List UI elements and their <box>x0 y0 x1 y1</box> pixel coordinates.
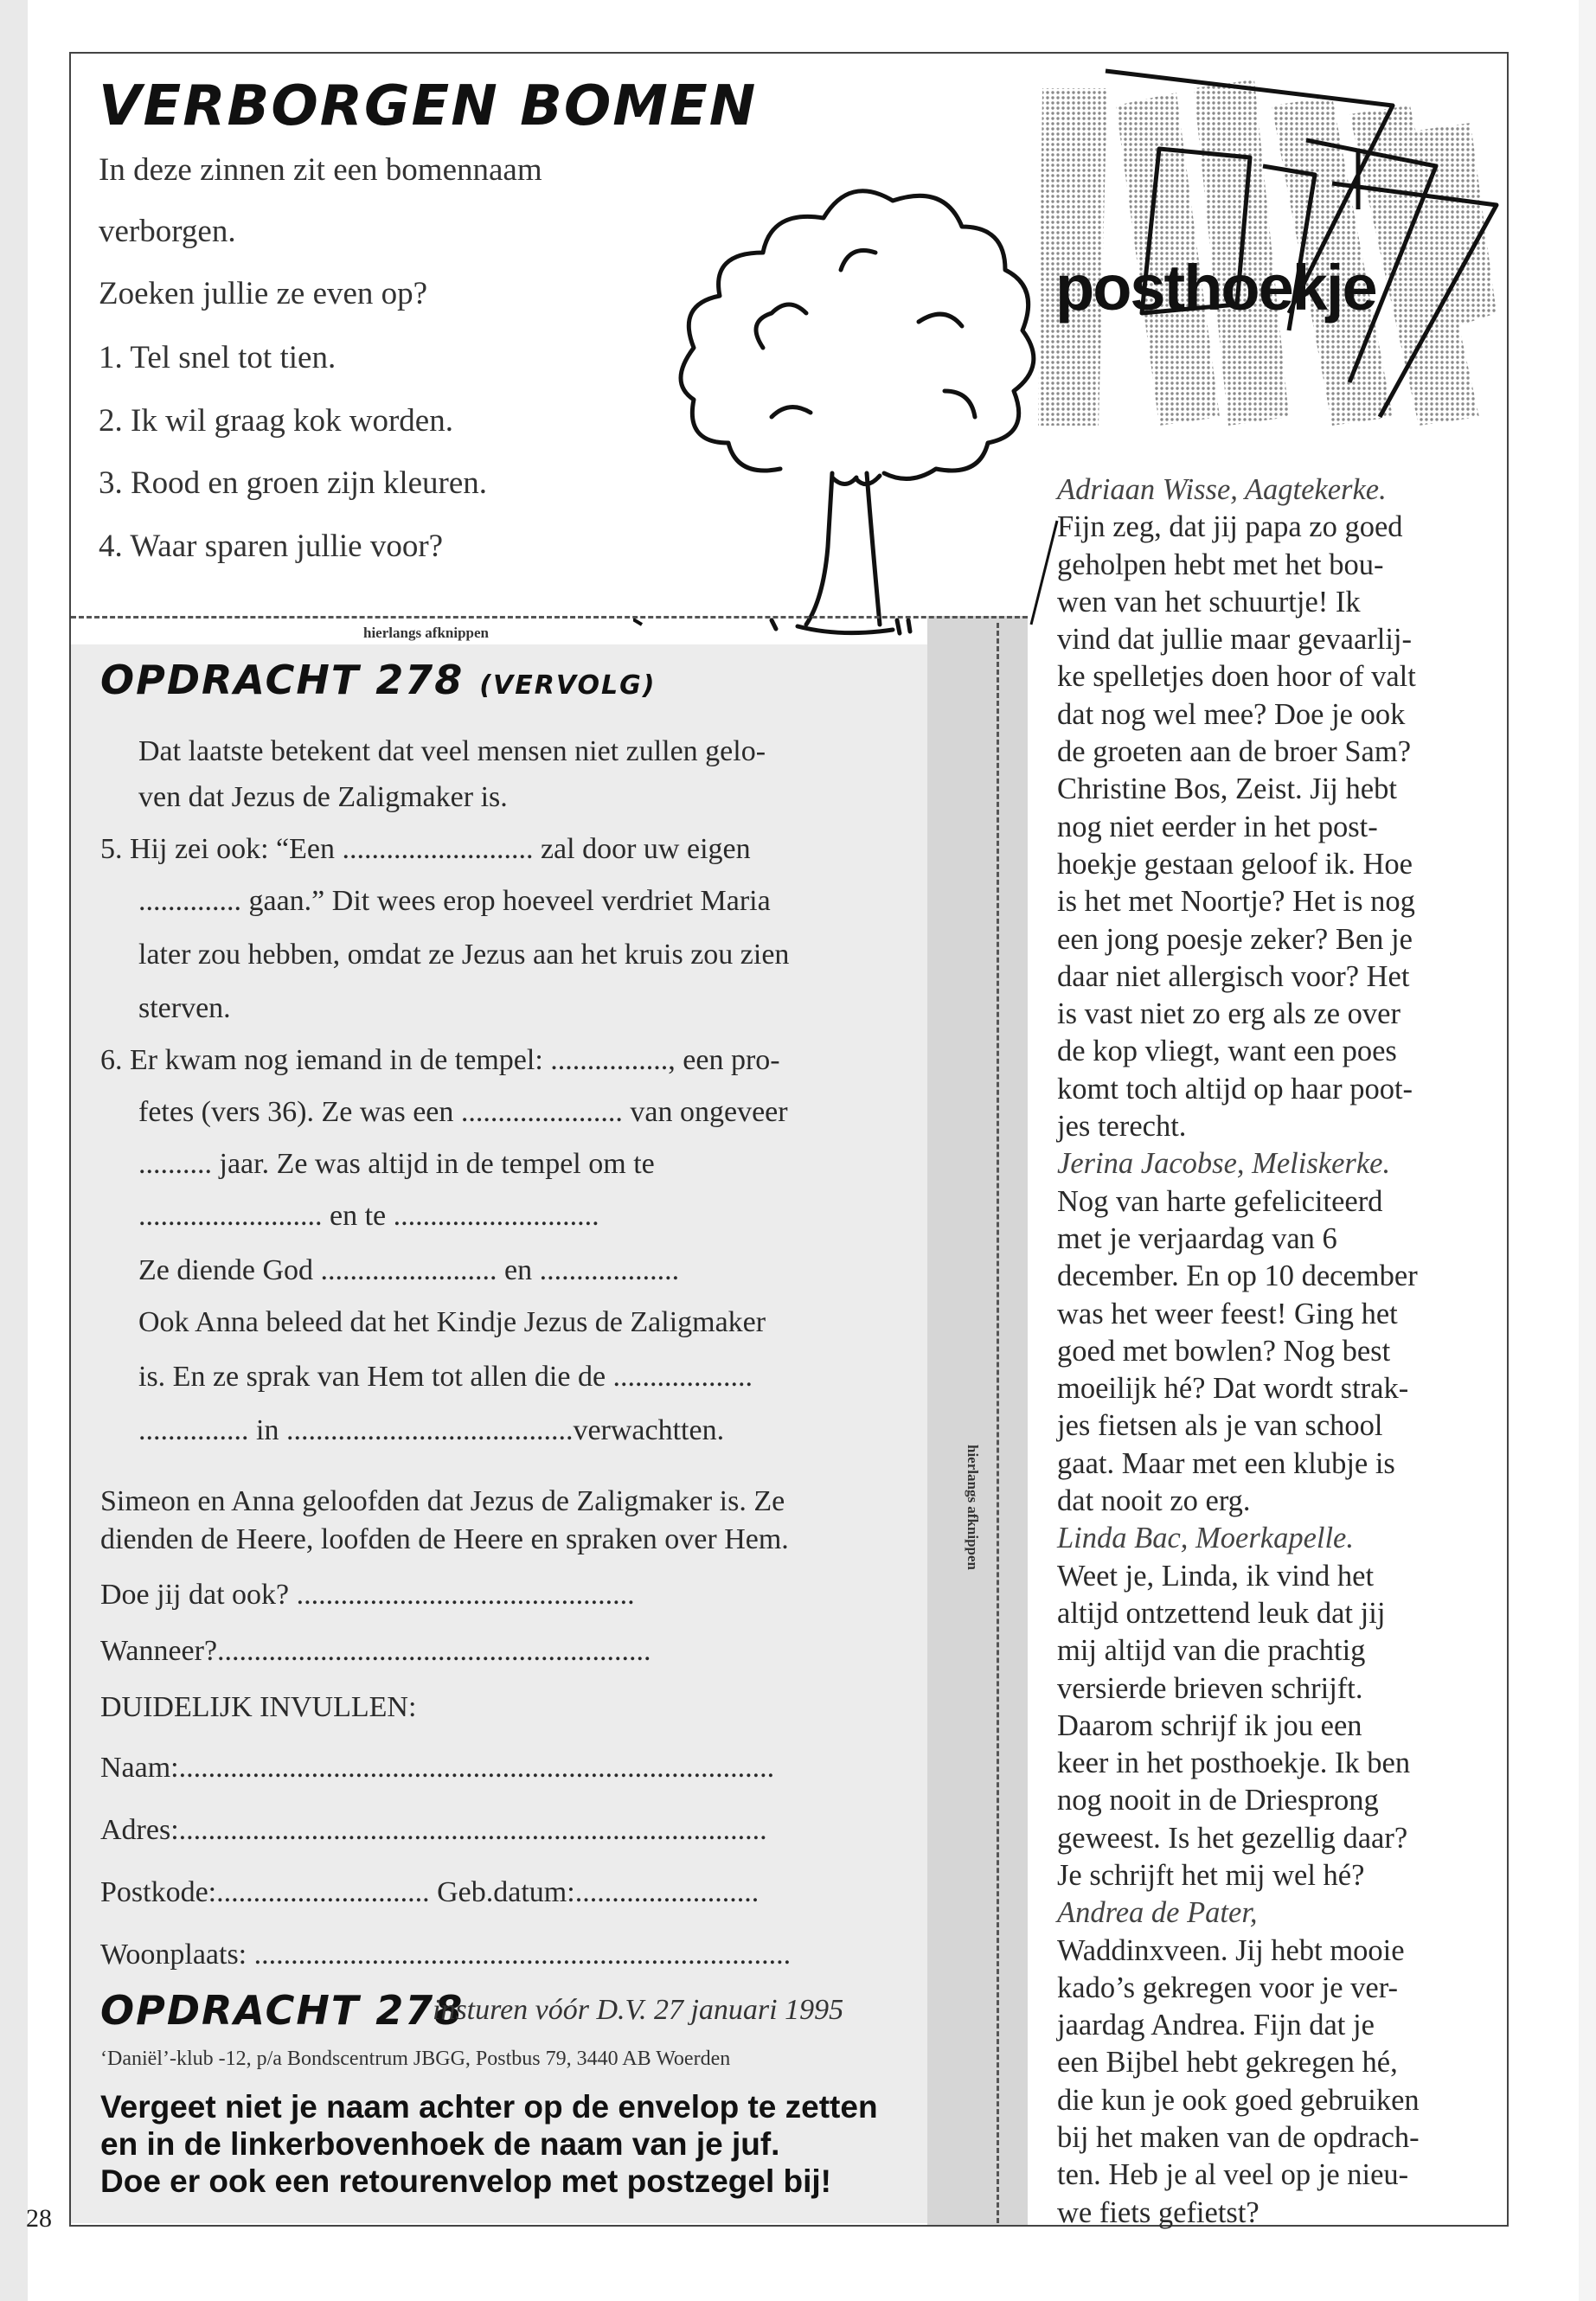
posthoekje-line: een Bijbel hebt gekregen hé, <box>1057 2046 1398 2080</box>
cut-label-vertical: hierlangs afknippen <box>965 1445 981 1571</box>
posthoekje-line: is het met Noortje? Het is nog <box>1057 885 1415 919</box>
posthoekje-line: Weet je, Linda, ik vind het <box>1057 1559 1375 1593</box>
tree-illustration <box>633 140 1083 659</box>
opdracht-line: ven dat Jezus de Zaligmaker is. <box>138 781 508 813</box>
vb-line: 3. Rood en groen zijn kleuren. <box>99 465 488 501</box>
posthoekje-line: Linda Bac, Moerkapelle. <box>1057 1522 1354 1555</box>
vb-line: In deze zinnen zit een bomennaam <box>99 152 542 188</box>
address-field[interactable]: Adres:................................................................................ <box>100 1814 767 1846</box>
fill-heading: DUIDELIJK INVULLEN: <box>100 1691 417 1723</box>
conclusion-line: Simeon en Anna geloofden dat Jezus de Zaligmaker is. Ze <box>100 1485 785 1517</box>
opdracht-title-suffix: (VERVOLG) <box>479 670 657 701</box>
opdracht-line: .......... jaar. Ze was altijd in de tempel om te <box>138 1148 655 1180</box>
posthoekje-line: jaardag Andrea. Fijn dat je <box>1057 2009 1375 2042</box>
opdracht-line: 6. Er kwam nog iemand in de tempel: ................, een pro- <box>100 1044 780 1076</box>
posthoekje-line: dat nooit zo erg. <box>1057 1484 1251 1518</box>
posthoekje-line: daar niet allergisch voor? Het <box>1057 959 1410 993</box>
cut-strip <box>927 616 1028 2225</box>
posthoekje-line: Adriaan Wisse, Aagtekerke. <box>1057 473 1387 506</box>
note-line: Doe er ook een retourenvelop met postzegel bij! <box>100 2163 832 2199</box>
posthoekje-line: goed met bowlen? Nog best <box>1057 1334 1391 1368</box>
posthoekje-line: moeilijk hé? Dat wordt strak- <box>1057 1372 1409 1406</box>
posthoekje-line: die kun je ook goed gebruiken <box>1057 2083 1420 2117</box>
opdracht-line: ............... in .......................................verwachtten. <box>138 1414 725 1446</box>
opdracht-title-main: OPDRACHT 278 <box>100 657 465 703</box>
opdracht-line: Ook Anna beleed dat het Kindje Jezus de Zaligmaker <box>138 1306 766 1338</box>
posthoekje-text <box>1057 471 1490 2232</box>
posthoekje-line: nog niet eerder in het post- <box>1057 810 1378 843</box>
opdracht-address: ‘Daniël’-klub -12, p/a Bondscentrum JBGG, Postbus 79, 3440 AB Woerden <box>100 2048 731 2070</box>
cut-label: hierlangs afknippen <box>363 625 490 641</box>
question-wanneer[interactable]: Wanneer?........................................................... <box>100 1635 651 1667</box>
opdracht-section <box>71 644 927 2223</box>
vb-line: 4. Waar sparen jullie voor? <box>99 529 444 564</box>
page-edge-right <box>1579 0 1596 2301</box>
posthoekje-line: geholpen hebt met het bou- <box>1057 548 1384 581</box>
posthoekje-line: ten. Heb je al veel op je nieu- <box>1057 2158 1409 2192</box>
posthoekje-header <box>1029 54 1505 434</box>
note-line: Vergeet niet je naam achter op de envelop te zetten <box>100 2089 878 2125</box>
posthoekje-line: hoekje gestaan geloof ik. Hoe <box>1057 847 1413 881</box>
posthoekje-line: altijd ontzettend leuk dat jij <box>1057 1596 1386 1630</box>
posthoekje-line: is vast niet zo erg als ze over <box>1057 997 1401 1031</box>
posthoekje-line: Nog van harte gefeliciteerd <box>1057 1184 1383 1218</box>
posthoekje-line: Je schrijft het mij wel hé? <box>1057 1858 1365 1892</box>
verborgen-bomen-panel <box>71 54 1028 618</box>
posthoekje-line: versierde brieven schrijft. <box>1057 1671 1363 1705</box>
question-doe-jij[interactable]: Doe jij dat ook? .............................................. <box>100 1579 635 1611</box>
posthoekje-line: Jerina Jacobse, Meliskerke. <box>1057 1147 1391 1181</box>
posthoekje-line: bij het maken van de opdrach- <box>1057 2121 1420 2155</box>
cut-line-horizontal <box>71 616 1028 619</box>
verborgen-bomen-title: VERBORGEN BOMEN <box>99 74 758 138</box>
opdracht-deadline: insturen vóór D.V. 27 januari 1995 <box>433 1994 844 2026</box>
name-field[interactable]: Naam:................................................................................. <box>100 1752 775 1784</box>
city-field[interactable]: Woonplaats: ......................................................................... <box>100 1939 792 1971</box>
posthoekje-line: komt toch altijd op haar poot- <box>1057 1072 1413 1106</box>
posthoekje-line: kado’s gekregen voor je ver- <box>1057 1971 1398 2004</box>
opdracht-line: fetes (vers 36). Ze was een ...................... van ongeveer <box>138 1096 788 1128</box>
opdracht-line: sterven. <box>138 992 231 1024</box>
posthoekje-line: Waddinxveen. Jij hebt mooie <box>1057 1933 1405 1967</box>
note-line: en in de linkerbovenhoek de naam van je juf. <box>100 2126 780 2162</box>
posthoekje-line: een jong poesje zeker? Ben je <box>1057 922 1413 956</box>
posthoekje-line: keer in het posthoekje. Ik ben <box>1057 1747 1411 1780</box>
postcode-birthdate-field[interactable]: Postkode:............................. Geb.datum:......................... <box>100 1876 760 1908</box>
posthoekje-line: jes fietsen als je van school <box>1057 1409 1383 1443</box>
page-number: 28 <box>26 2204 52 2233</box>
conclusion-line: dienden de Heere, loofden de Heere en spraken over Hem. <box>100 1523 789 1555</box>
posthoekje-line: mij altijd van die prachtig <box>1057 1634 1366 1668</box>
posthoekje-line: ke spelletjes doen hoor of valt <box>1057 660 1416 694</box>
posthoekje-line: december. En op 10 december <box>1057 1259 1418 1293</box>
posthoekje-line: Andrea de Pater, <box>1057 1896 1258 1930</box>
posthoekje-line: nog nooit in de Driesprong <box>1057 1784 1379 1817</box>
posthoekje-line: Fijn zeg, dat jij papa zo goed <box>1057 510 1403 544</box>
opdracht-footer-title: OPDRACHT 278 <box>100 1987 465 2034</box>
vb-line: verborgen. <box>99 214 236 249</box>
cut-line-vertical <box>997 623 999 2223</box>
posthoekje-line: geweest. Is het gezellig daar? <box>1057 1821 1408 1855</box>
posthoekje-line: dat nog wel mee? Doe je ook <box>1057 697 1406 731</box>
opdracht-title <box>100 657 656 703</box>
page-edge-left <box>0 0 28 2301</box>
posthoekje-line: vind dat jullie maar gevaarlij- <box>1057 623 1413 657</box>
opdracht-line: 5. Hij zei ook: “Een .......................... zal door uw eigen <box>100 833 751 865</box>
opdracht-line: ......................... en te ............................ <box>138 1200 599 1232</box>
posthoekje-line: de groeten aan de broer Sam? <box>1057 735 1412 769</box>
opdracht-line: is. En ze sprak van Hem tot allen die de ................... <box>138 1361 753 1393</box>
vb-line: 1. Tel snel tot tien. <box>99 340 337 375</box>
posthoekje-line: gaat. Maar met een klubje is <box>1057 1446 1395 1480</box>
posthoekje-line: jes terecht. <box>1057 1110 1187 1144</box>
posthoekje-line: de kop vliegt, want een poes <box>1057 1035 1397 1068</box>
posthoekje-line: we fiets gefietst? <box>1057 2195 1259 2229</box>
vb-line: Zoeken jullie ze even op? <box>99 276 428 311</box>
posthoekje-graphic <box>1029 54 1505 434</box>
posthoekje-line: Christine Bos, Zeist. Jij hebt <box>1057 772 1397 806</box>
posthoekje-line: wen van het schuurtje! Ik <box>1057 585 1361 619</box>
opdracht-line: Dat laatste betekent dat veel mensen niet zullen gelo- <box>138 735 766 767</box>
posthoekje-line: met je verjaardag van 6 <box>1057 1221 1337 1255</box>
posthoekje-line: was het weer feest! Ging het <box>1057 1297 1398 1330</box>
opdracht-line: later zou hebben, omdat ze Jezus aan het kruis zou zien <box>138 939 790 971</box>
opdracht-line: Ze diende God ........................ en ................... <box>138 1254 680 1286</box>
posthoekje-title: posthoekje <box>1055 252 1376 324</box>
vb-line: 2. Ik wil graag kok worden. <box>99 403 453 439</box>
posthoekje-line: Daarom schrijf ik jou een <box>1057 1708 1362 1742</box>
opdracht-line: .............. gaan.” Dit wees erop hoeveel verdriet Maria <box>138 885 771 917</box>
